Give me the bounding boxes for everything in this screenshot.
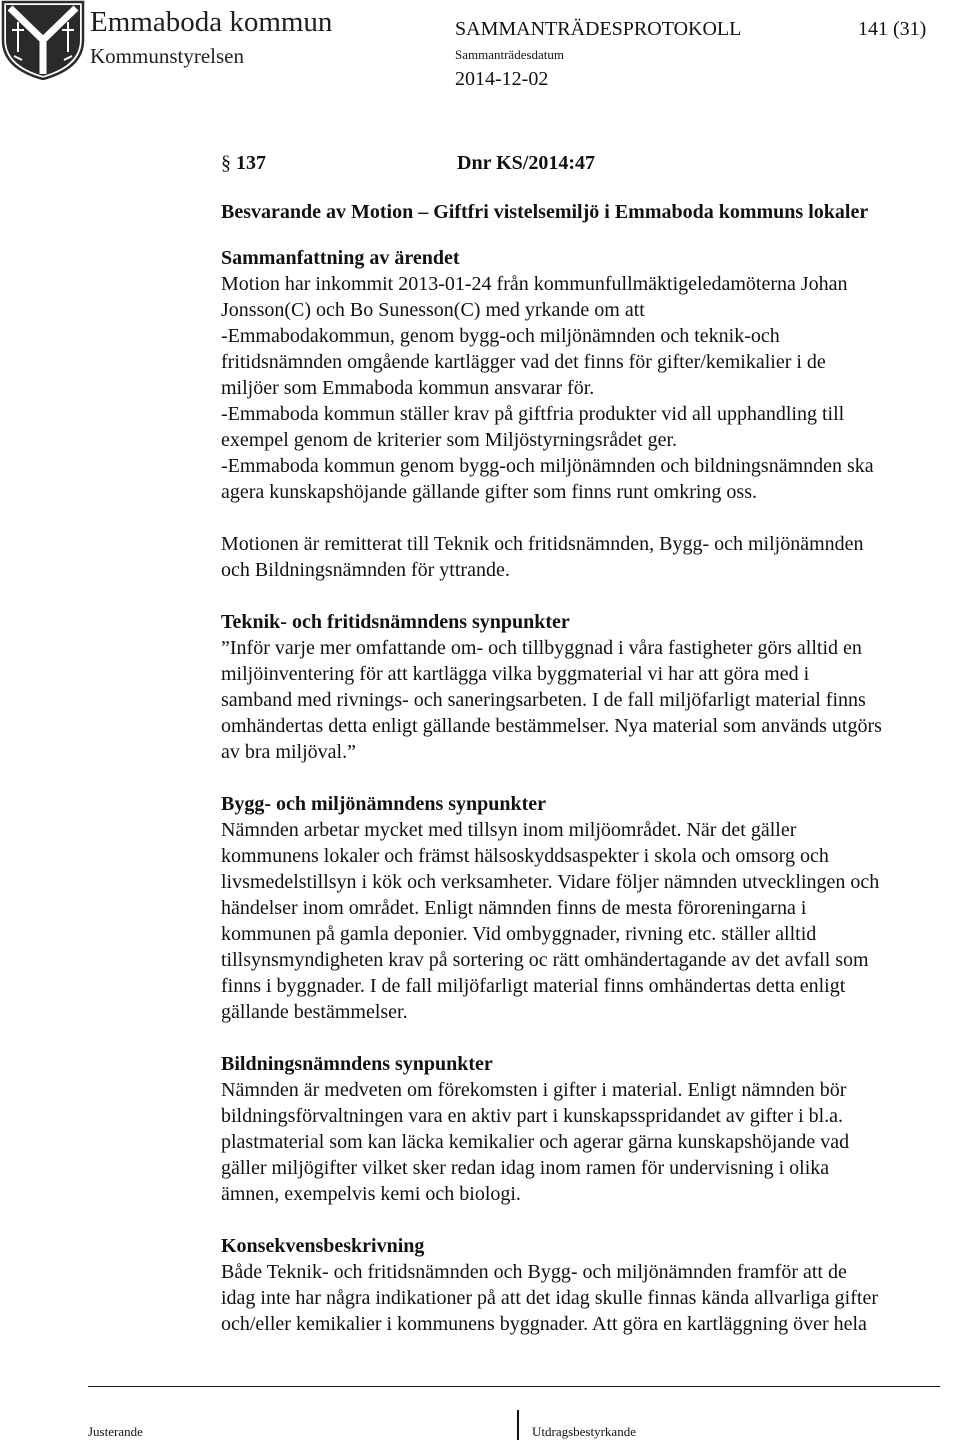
section-heading-teknik: Teknik- och fritidsnämndens synpunkter (221, 611, 570, 633)
text-line: av bra miljöval.” (221, 741, 356, 763)
footer-divider (88, 1386, 940, 1387)
text-line: kommunens lokaler och främst hälsoskyddsaspekter i skola och omsorg och (221, 845, 829, 867)
section-symbol: § (221, 152, 231, 174)
item-subject: Besvarande av Motion – Giftfri vistelsemiljö i Emmaboda kommuns lokaler (221, 201, 869, 223)
text-line: idag inte har några indikationer på att det idag skulle finnas kända allvarliga gifter (221, 1287, 878, 1309)
board-name: Kommunstyrelsen (90, 44, 244, 68)
page-number: 141 (31) (858, 18, 927, 40)
signature-separator (517, 1410, 519, 1440)
organization-name: Emmaboda kommun (90, 6, 333, 38)
text-line: kommunen på gamla deponier. Vid ombyggnader, rivning etc. ställer alltid (221, 923, 817, 945)
text-line: och/eller kemikalier i kommunens byggnader. Att göra en kartläggning över hela (221, 1313, 867, 1335)
text-line: Motionen är remitterat till Teknik och fritidsnämnden, Bygg- och miljönämnden (221, 533, 864, 555)
text-line: finns i byggnader. I de fall miljöfarligt material finns omhändertas detta enligt (221, 975, 846, 997)
text-line: Nämnden är medveten om förekomsten i gifter i material. Enligt nämnden bör (221, 1079, 847, 1101)
text-line: ämnen, exempelvis kemi och biologi. (221, 1183, 521, 1205)
diary-number: Dnr KS/2014:47 (457, 152, 595, 174)
meeting-date: 2014-12-02 (455, 68, 549, 90)
text-line: miljöinventering för att kartlägga vilka byggmaterial vi har att göra med i (221, 663, 810, 685)
text-line: livsmedelstillsyn i kök och verksamheter. Vidare följer nämnden utvecklingen och (221, 871, 880, 893)
text-line: Jonsson(C) och Bo Sunesson(C) med yrkande om att (221, 299, 645, 321)
section-heading-summary: Sammanfattning av ärendet (221, 247, 460, 269)
text-line: händelser inom området. Enligt nämnden finns de mesta föroreningarna i (221, 897, 807, 919)
text-line: tillsynsmyndigheten krav på sortering oc rätt omhändertagande av det avfall som (221, 949, 869, 971)
text-line: samband med rivnings- och saneringsarbeten. I de fall miljöfarligt material finns (221, 689, 866, 711)
text-line: plastmaterial som kan läcka kemikalier och agerar gärna kunskapshöjande vad (221, 1131, 850, 1153)
paragraph-header (221, 145, 951, 181)
text-line: bildningsförvaltningen vara en aktiv part i kunskapsspridandet av gifter i bl.a. (221, 1105, 844, 1127)
paragraph-number: 137 (236, 152, 266, 174)
section-heading-bygg: Bygg- och miljönämndens synpunkter (221, 793, 547, 815)
text-line: exempel genom de kriterier som Miljöstyrningsrådet ger. (221, 429, 677, 451)
text-line: fritidsnämnden omgående kartlägger vad det finns för gifter/kemikalier i de (221, 351, 826, 373)
signature-field-utdragsbestyrkande: Utdragsbestyrkande (532, 1424, 636, 1439)
document-type: SAMMANTRÄDESPROTOKOLL (455, 18, 742, 40)
meeting-date-label: Sammanträdesdatum (455, 47, 565, 62)
text-line: omhändertas detta enligt gällande bestämmelser. Nya material som används utgörs (221, 715, 882, 737)
text-line: -Emmabodakommun, genom bygg-och miljönämnden och teknik-och (221, 325, 780, 347)
text-line: agera kunskapshöjande gällande gifter som finns runt omkring oss. (221, 481, 757, 503)
municipality-crest-logo (0, 0, 86, 80)
text-line: ”Inför varje mer omfattande om- och tillbyggnad i våra fastigheter görs alltid en (221, 637, 862, 659)
text-line: Nämnden arbetar mycket med tillsyn inom miljöområdet. När det gäller (221, 819, 797, 841)
text-line: miljöer som Emmaboda kommun ansvarar för. (221, 377, 595, 399)
text-line: och Bildningsnämnden för yttrande. (221, 559, 510, 581)
text-line: -Emmaboda kommun ställer krav på giftfria produkter vid all upphandling till (221, 403, 845, 425)
text-line: gäller miljögifter vilket sker redan idag inom ramen för undervisning i olika (221, 1157, 830, 1179)
text-line: -Emmaboda kommun genom bygg-och miljönämnden och bildningsnämnden ska (221, 455, 874, 477)
section-heading-konsekvens: Konsekvensbeskrivning (221, 1235, 425, 1257)
document-body (221, 145, 951, 1337)
signature-field-justerande: Justerande (88, 1424, 143, 1439)
text-line: gällande bestämmelser. (221, 1001, 408, 1023)
section-heading-bildning: Bildningsnämndens synpunkter (221, 1053, 493, 1075)
text-line: Både Teknik- och fritidsnämnden och Bygg- och miljönämnden framför att de (221, 1261, 847, 1283)
text-line: Motion har inkommit 2013-01-24 från kommunfullmäktigeledamöterna Johan (221, 273, 848, 295)
